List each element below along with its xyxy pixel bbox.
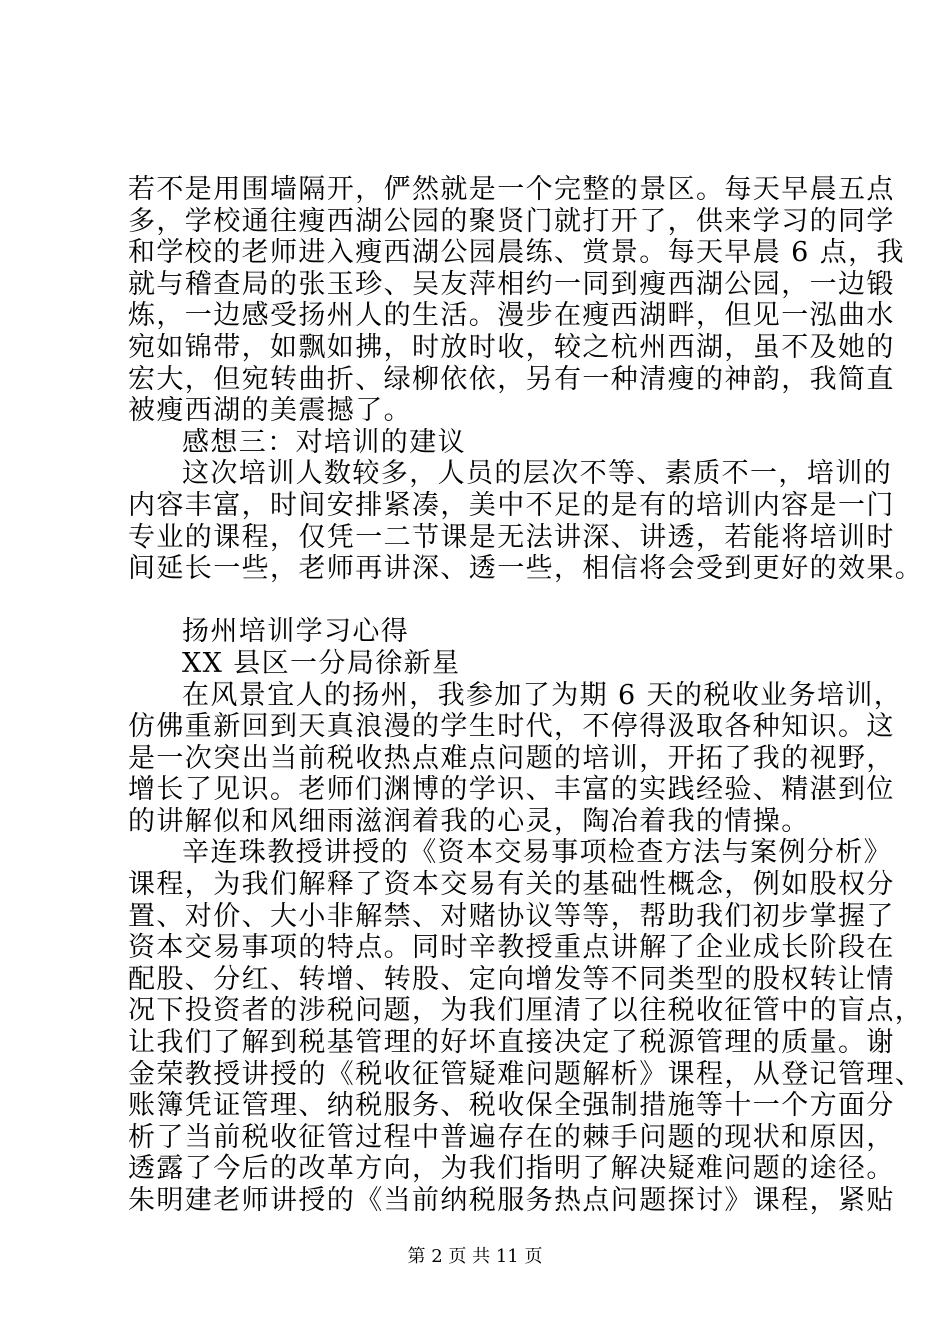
text-line: 的讲解似和风细雨滋润着我的心灵，陶冶着我的情操。: [128, 805, 810, 837]
author-line: XX 县区一分局徐新星: [182, 647, 461, 679]
text-line: 宏大，但宛转曲折、绿柳依依，另有一种清瘦的神韵，我简直: [128, 363, 895, 395]
text-line: 多，学校通往瘦西湖公园的聚贤门就打开了，供来学习的同学: [128, 205, 895, 237]
text-line: 专业的课程，仅凭一二节课是无法讲深、讲透，若能将培训时: [128, 521, 895, 553]
paragraph-1: [128, 679, 903, 838]
text-line: 宛如锦带，如飘如拂，时放时收，较之杭州西湖，虽不及她的: [128, 331, 895, 363]
section1-paragraph: [128, 174, 905, 427]
article-title: 扬州培训学习心得: [182, 616, 410, 648]
text-line: 和学校的老师进入瘦西湖公园晨练、赏景。每天早晨 6 点，我: [128, 237, 905, 269]
text-line: 金荣教授讲授的《税收征管疑难问题解析》课程，从登记管理、: [128, 1058, 924, 1090]
text-line: 资本交易事项的特点。同时辛教授重点讲解了企业成长阶段在: [128, 932, 895, 964]
text-line: 朱明建老师讲授的《当前纳税服务热点问题探讨》课程，紧贴: [128, 1185, 895, 1216]
blank-line: [128, 585, 850, 617]
text-line: 就与稽查局的张玉珍、吴友萍相约一同到瘦西湖公园，一边锻: [128, 268, 895, 300]
text-line: 是一次突出当前税收热点难点问题的培训，开拓了我的视野，: [128, 742, 895, 774]
text-line: 这次培训人数较多，人员的层次不等、素质不一，培训的: [182, 458, 892, 490]
text-line: 配股、分红、转增、转股、定向增发等不同类型的股权转让情: [128, 963, 895, 995]
text-line: 账簿凭证管理、纳税服务、税收保全强制措施等十一个方面分: [128, 1090, 895, 1122]
text-line: 透露了今后的改革方向，为我们指明了解决疑难问题的途径。: [128, 1153, 895, 1185]
section2-paragraph: [128, 458, 924, 585]
text-line: 炼，一边感受扬州人的生活。漫步在瘦西湖畔，但见一泓曲水: [128, 300, 895, 332]
text-line: 增长了见识。老师们渊博的学识、丰富的实践经验、精湛到位: [128, 774, 895, 806]
text-line: 间延长一些，老师再讲深、透一些，相信将会受到更好的效果。: [128, 553, 924, 585]
text-line: 课程，为我们解释了资本交易有关的基础性概念，例如股权分: [128, 869, 895, 901]
text-line: 在风景宜人的扬州，我参加了为期 6 天的税收业务培训，: [182, 679, 903, 711]
text-line: 内容丰富，时间安排紧凑，美中不足的是有的培训内容是一门: [128, 489, 895, 521]
text-line: 被瘦西湖的美震撼了。: [128, 395, 412, 427]
text-line: 辛连珠教授讲授的《资本交易事项检查方法与案例分析》: [182, 837, 892, 869]
document-body: [128, 174, 924, 1217]
text-line: 况下投资者的涉税问题，为我们厘清了以往税收征管中的盲点，: [128, 995, 924, 1027]
section-heading: 感想三：对培训的建议: [182, 426, 466, 458]
text-line: 析了当前税收征管过程中普遍存在的棘手问题的现状和原因，: [128, 1121, 895, 1153]
text-line: 仿佛重新回到天真浪漫的学生时代，不停得汲取各种知识。这: [128, 711, 895, 743]
paragraph-2: [128, 837, 924, 1216]
page-footer: 第 2 页 共 11 页: [407, 1246, 543, 1267]
text-line: 置、对价、大小非解禁、对赌协议等等，帮助我们初步掌握了: [128, 900, 895, 932]
text-line: 让我们了解到税基管理的好坏直接决定了税源管理的质量。谢: [128, 1027, 895, 1059]
text-line: 若不是用围墙隔开，俨然就是一个完整的景区。每天早晨五点: [128, 174, 895, 205]
